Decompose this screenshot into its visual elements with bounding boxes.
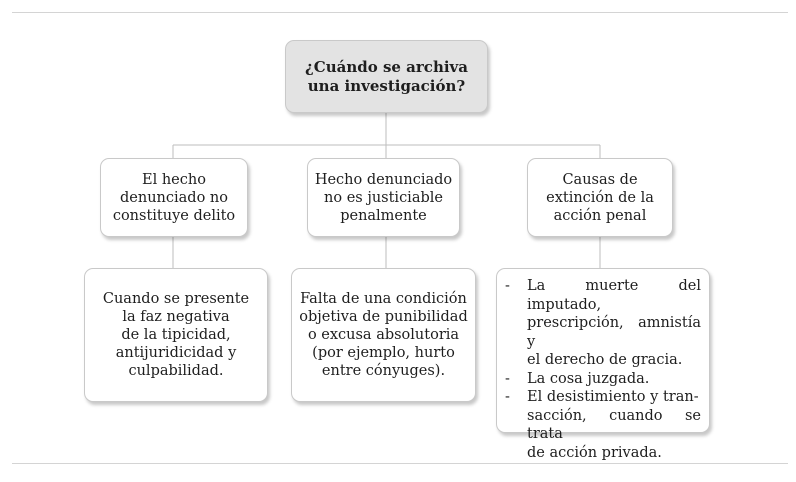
branch-3-detail-list	[496, 268, 710, 461]
detail-line: entre cónyuges).	[321, 363, 446, 379]
branch-3-title-box	[527, 158, 673, 237]
detail-line: Cuando se presente	[102, 291, 250, 307]
list-line: sacción, cuando se trata	[527, 407, 701, 442]
list-item-text	[527, 370, 649, 389]
detail-line: objetiva de punibilidad	[299, 309, 468, 325]
root-line: ¿Cuándo se archiva	[305, 57, 468, 76]
list-item-text	[527, 388, 701, 462]
branch-1-detail-box	[84, 268, 268, 402]
list-bullet: -	[505, 389, 510, 405]
branch-1-title-box	[100, 158, 248, 237]
title-line: denunciado no	[120, 189, 228, 206]
detail-line: antijuridicidad y	[115, 345, 237, 361]
root-question-box	[285, 40, 488, 113]
list-line: La cosa juzgada.	[527, 370, 650, 387]
title-line: penalmente	[340, 207, 427, 224]
root-line: una investigación?	[307, 76, 466, 95]
list-item	[505, 277, 701, 370]
branch-2-detail-box	[291, 268, 476, 402]
detail-line: de la tipicidad,	[121, 327, 231, 343]
branch-2-detail	[299, 290, 467, 380]
list-item	[505, 370, 701, 389]
detail-line: (por ejemplo, hurto	[312, 345, 455, 361]
branch-2-title	[315, 171, 452, 225]
detail-line: la faz negativa	[122, 309, 230, 325]
branch-1-title	[113, 171, 235, 225]
detail-line: culpabilidad.	[128, 363, 224, 379]
list-bullet: -	[505, 278, 510, 294]
title-line: Causas de	[562, 171, 638, 188]
list-item	[505, 388, 701, 462]
root-question-text	[305, 58, 468, 96]
title-line: extinción de la	[546, 189, 654, 206]
detail-line: o excusa absolutoria	[307, 327, 460, 343]
list-item-text	[527, 277, 701, 370]
detail-line: Falta de una condición	[300, 291, 467, 307]
list-line: La muerte del imputado,	[527, 278, 701, 313]
list-bullet: -	[505, 370, 510, 387]
branch-1-detail	[103, 290, 249, 380]
list-line: el derecho de gracia.	[527, 352, 683, 368]
list-line: prescripción, amnistía y	[527, 315, 701, 350]
title-line: constituye delito	[112, 207, 236, 224]
title-line: acción penal	[553, 207, 647, 224]
title-line: Hecho denunciado	[314, 171, 453, 188]
list-line: de acción privada.	[527, 444, 662, 461]
title-line: El hecho	[142, 171, 206, 188]
title-line: no es justiciable	[324, 189, 443, 206]
branch-3-title	[546, 171, 654, 225]
list-line: El desistimiento y tran-	[527, 389, 699, 405]
branch-2-title-box	[307, 158, 460, 237]
